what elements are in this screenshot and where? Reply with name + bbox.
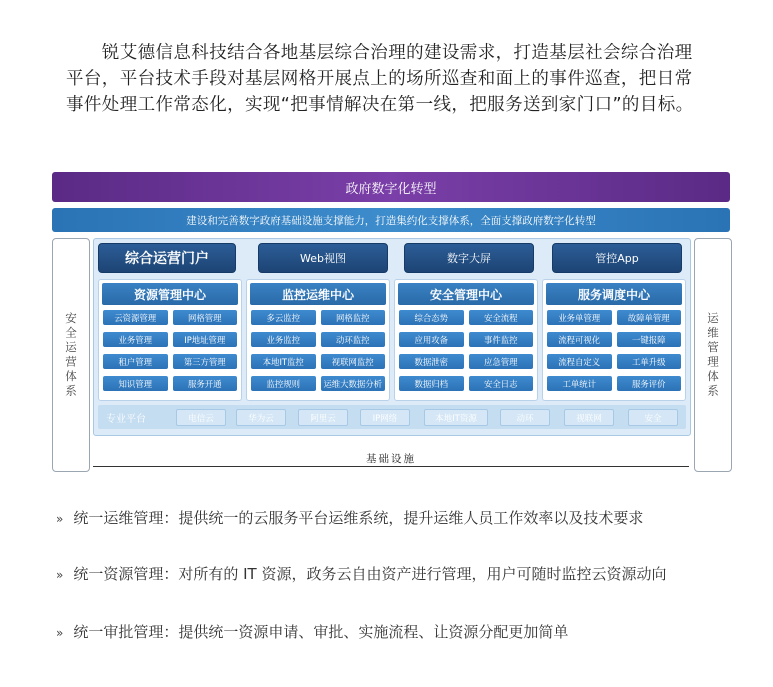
center-security-item: 安全流程 [469,310,534,325]
center-service-item: 服务评价 [617,376,682,391]
center-security [394,279,538,401]
center-monitoring-item: 业务监控 [251,332,316,347]
center-security-item: 综合态势 [399,310,464,325]
center-service-title: 服务调度中心 [546,283,682,305]
center-monitoring-item: 本地IT监控 [251,354,316,369]
center-resource-item: 第三方管理 [173,354,238,369]
platform-item: 安全 [628,409,678,426]
professional-platform-row [98,405,686,429]
center-security-item: 数据归档 [399,376,464,391]
portal-big-screen: 数字大屏 [404,243,534,273]
center-monitoring-item: 网格监控 [321,310,386,325]
center-monitoring-item: 动环监控 [321,332,386,347]
bullet-item [56,622,736,643]
infrastructure-support-bar: 建设和完善数字政府基础设施支撑能力，打造集约化支撑体系，全面支撑政府数字化转型 [52,208,730,232]
infrastructure-label: 基础设施 [366,453,416,465]
center-monitoring-item: 运维大数据分析 [321,376,386,391]
platform-item: 电信云 [176,409,226,426]
bullet-marker-icon: » [56,568,64,582]
platform-item: 本地IT资源 [424,409,488,426]
center-monitoring-item: 监控规则 [251,376,316,391]
portal-row [98,243,686,273]
center-service-item: 一键报障 [617,332,682,347]
center-security-item: 安全日志 [469,376,534,391]
center-service-item: 工单升级 [617,354,682,369]
platform-item: 视联网 [564,409,614,426]
platform-item: 阿里云 [298,409,348,426]
center-monitoring-item: 视联网监控 [321,354,386,369]
center-monitoring-title: 监控运维中心 [250,283,386,305]
bullet-marker-icon: » [56,626,64,640]
portal-web-view: Web视图 [258,243,388,273]
center-resource-item: 业务管理 [103,332,168,347]
center-service-item: 业务单管理 [547,310,612,325]
bullet-text: 统一运维管理：提供统一的云服务平台运维系统，提升运维人员工作效率以及技术要求 [73,509,644,527]
architecture-diagram [52,172,730,472]
center-security-title: 安全管理中心 [398,283,534,305]
ops-management-side [694,238,732,472]
center-security-item: 应用攻备 [399,332,464,347]
center-resource-item: IP地址管理 [173,332,238,347]
infrastructure-line [93,466,689,467]
center-resource-item: 网格管理 [173,310,238,325]
platform-label: 专业平台 [106,414,146,425]
center-service [542,279,686,401]
center-resource-item: 知识管理 [103,376,168,391]
center-security-item: 应急管理 [469,354,534,369]
center-resource-item: 服务开通 [173,376,238,391]
center-service-item: 工单统计 [547,376,612,391]
main-platform-box [93,238,691,436]
center-resource-item: 云资源管理 [103,310,168,325]
platform-item: IP网络 [360,409,410,426]
center-service-item: 流程自定义 [547,354,612,369]
center-monitoring-item: 多云监控 [251,310,316,325]
bullet-marker-icon: » [56,512,64,526]
center-service-item: 流程可视化 [547,332,612,347]
center-service-item: 故障单管理 [617,310,682,325]
security-operations-label: 安全运营体系 [64,311,78,399]
ops-management-label: 运维管理体系 [706,311,720,399]
bullet-text: 统一资源管理：对所有的 IT 资源，政务云自由资产进行管理，用户可随时监控云资源动向 [73,565,667,583]
bullet-text: 统一审批管理：提供统一资源申请、审批、实施流程、让资源分配更加简单 [73,623,569,641]
bullet-item [56,508,736,529]
digital-transformation-bar: 政府数字化转型 [52,172,730,202]
portal-control-app: 管控App [552,243,682,273]
platform-item: 动环 [500,409,550,426]
security-operations-side [52,238,90,472]
center-row [98,279,686,401]
center-security-item: 事件监控 [469,332,534,347]
platform-item: 华为云 [236,409,286,426]
center-resource [98,279,242,401]
bullet-item [56,564,736,585]
center-resource-item: 租户管理 [103,354,168,369]
center-security-item: 数据泄密 [399,354,464,369]
center-resource-title: 资源管理中心 [102,283,238,305]
portal-integrated: 综合运营门户 [98,243,236,273]
intro-paragraph: 锐艾德信息科技结合各地基层综合治理的建设需求，打造基层社会综合治理平台，平台技术手段对基层网格开展点上的场所巡查和面上的事件巡查，把日常事件处理工作常态化，实现“把事情解决在第一线，把服务送到家门口”的目标。 [66,43,694,115]
center-monitoring [246,279,390,401]
